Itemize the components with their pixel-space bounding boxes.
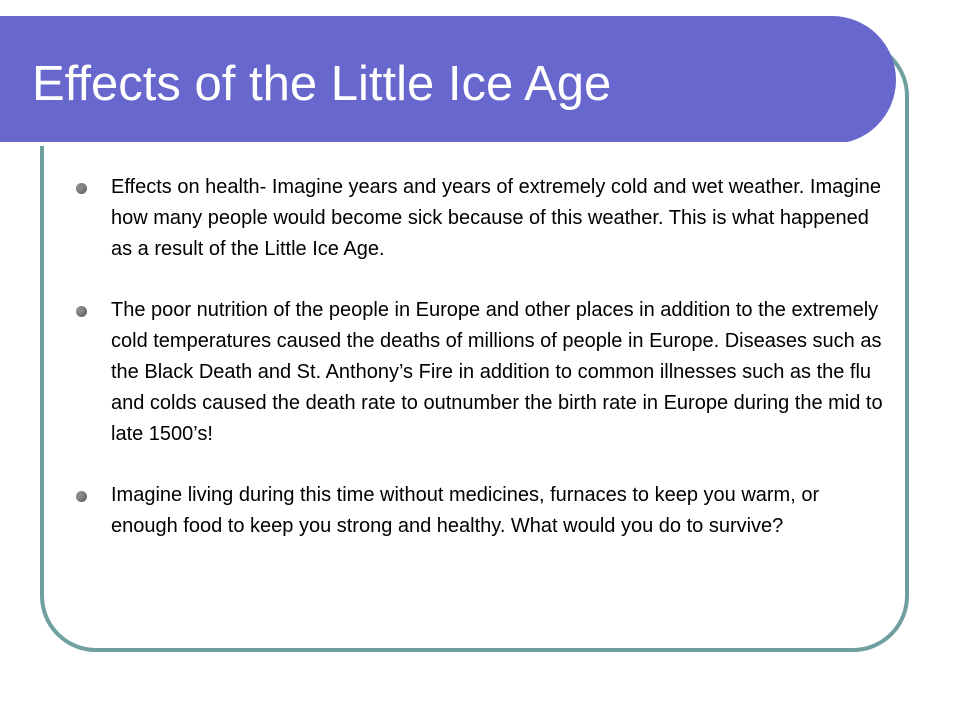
bullet-text: Imagine living during this time without medicines, furnaces to keep you warm, or enough food to keep you strong and healthy. What would you do to survive? xyxy=(111,484,820,537)
bullet-item-health xyxy=(76,172,888,265)
bullet-item-nutrition xyxy=(76,295,888,450)
title-banner xyxy=(0,16,896,144)
bullet-icon xyxy=(76,183,87,194)
slide-title: Effects of the Little Ice Age xyxy=(32,57,612,111)
bullet-icon xyxy=(76,491,87,502)
bullet-icon xyxy=(76,306,87,317)
bullet-list xyxy=(76,172,888,572)
bullet-text: The poor nutrition of the people in Europe and other places in addition to the extremely cold temperatures caused the deaths of millions of people in Europe. Diseases such as the Black Death and St. Anthony’s Fire in addition to common illnesses such as the flu and colds caused the death rate to outnumber the birth rate in Europe during the mid to late 1500’s! xyxy=(111,299,883,445)
bullet-text: Effects on health- Imagine years and years of extremely cold and wet weather. Imagine how many people would become sick because of this weather. This is what happened as a result of the Little Ice Age. xyxy=(111,176,882,260)
bullet-item-survival xyxy=(76,480,888,542)
title-underline xyxy=(0,142,848,146)
